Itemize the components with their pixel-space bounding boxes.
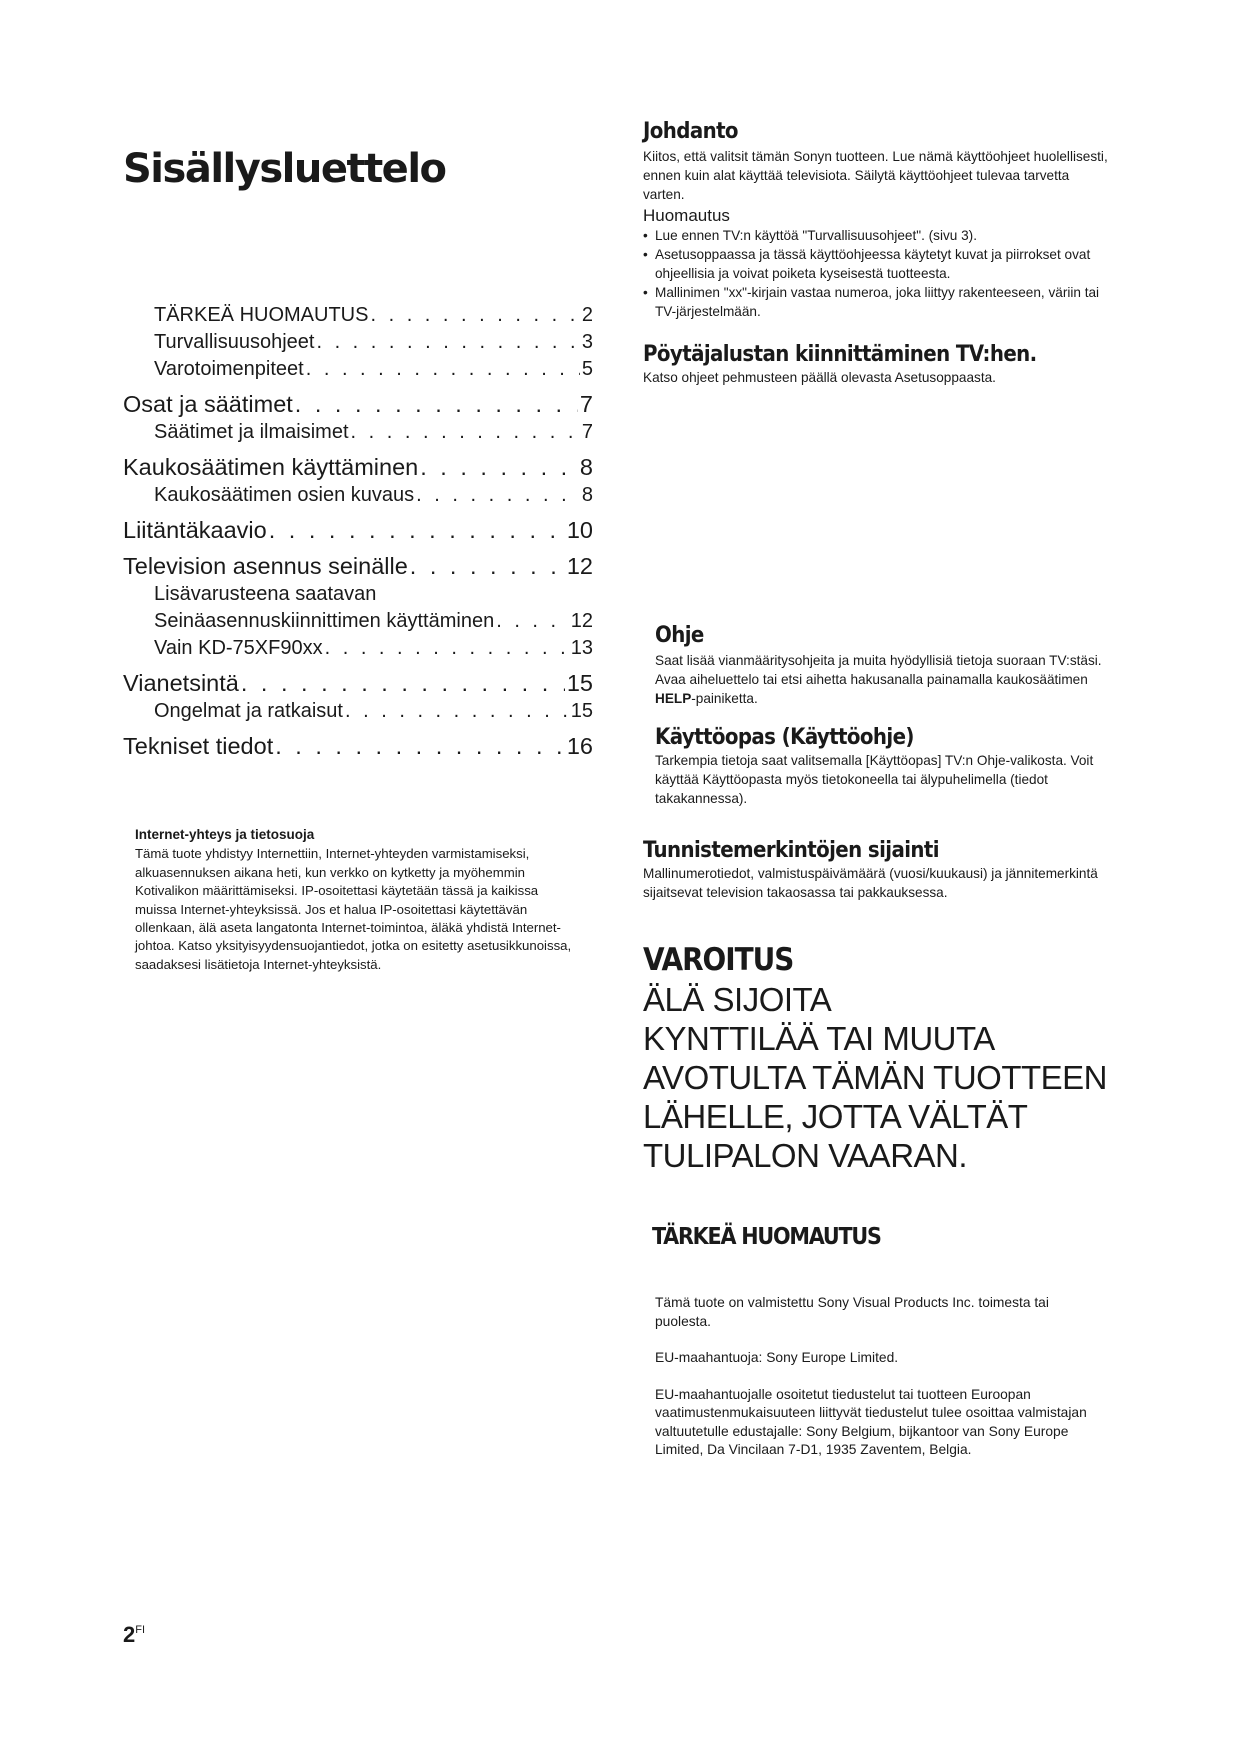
page-number: [123, 1622, 145, 1648]
help-key-label: HELP: [655, 691, 692, 706]
toc-leader: [267, 515, 565, 545]
page-number-value: 2: [123, 1622, 136, 1647]
label-location-body: Mallinumerotiedot, valmistuspäivämäärä (vuosi/kuukausi) ja jännitemerkintä sijaitsevat television takaosassa tai pakkauksessa.: [643, 866, 1098, 900]
table-stand-body: Katso ohjeet pehmusteen päällä olevasta Asetusoppaasta.: [643, 370, 996, 385]
toc-entry-line[interactable]: [123, 581, 593, 608]
toc-entry[interactable]: [123, 356, 593, 383]
toc-title: Sisällysluettelo: [123, 146, 446, 192]
toc-entry[interactable]: [123, 302, 593, 329]
note-item: • Asetusoppaassa ja tässä käyttöohjeessa käytetyt kuvat ja piirrokset ovat ohjeellisia ja voivat poiketa kyseisestä tuotteesta.: [643, 245, 1113, 283]
table-stand-heading: Pöytäjalustan kiinnittäminen TV:hen.: [643, 342, 1037, 367]
note-list: [643, 226, 1113, 321]
table-stand-section: [643, 342, 1113, 387]
toc-leader: [304, 356, 580, 383]
toc-entry[interactable]: [123, 329, 593, 356]
toc-entry[interactable]: [123, 389, 593, 419]
warning-line: TULIPALON VAARAN.: [643, 1137, 968, 1174]
toc-entry-text: Liitäntäkaavio: [123, 517, 267, 543]
toc-entry[interactable]: [123, 698, 593, 725]
toc-entry-text: Varotoimenpiteet: [154, 358, 304, 380]
toc-entry-text: Säätimet ja ilmaisimet: [154, 421, 349, 443]
toc-entry-page: 8: [579, 454, 593, 480]
warning-line: AVOTULTA TÄMÄN TUOTTEEN: [643, 1059, 1108, 1096]
internet-privacy-section: [135, 826, 575, 974]
toc-entry-text: Kaukosäätimen osien kuvaus: [154, 484, 415, 506]
toc-entry-text: Turvallisuusohjeet: [154, 331, 315, 353]
toc-leader: [343, 698, 569, 725]
toc-entry-page: 15: [570, 700, 593, 722]
important-notice-body: [655, 1294, 1105, 1478]
table-of-contents: [123, 302, 593, 761]
introduction-heading: Johdanto: [643, 119, 738, 144]
toc-entry-page: 3: [581, 331, 593, 353]
language-code: FI: [135, 1624, 146, 1636]
toc-entry[interactable]: [123, 551, 593, 581]
toc-leader: [273, 731, 565, 761]
help-guide-heading: Käyttöopas (Käyttöohje): [655, 725, 914, 750]
warning-title: VAROITUS: [643, 942, 794, 978]
toc-entry[interactable]: [123, 608, 593, 635]
warning-line: KYNTTILÄÄ TAI MUUTA: [643, 1020, 995, 1057]
help-body: [655, 651, 1105, 708]
introduction-section: [643, 119, 1113, 321]
toc-entry-page: 13: [570, 637, 593, 659]
toc-entry[interactable]: [123, 482, 593, 509]
label-location-section: [643, 838, 1113, 902]
toc-entry-page: 12: [566, 553, 593, 579]
toc-entry-text: Tekniset tiedot: [123, 733, 274, 759]
note-item: • Mallinimen "xx"-kirjain vastaa numeroa, joka liittyy rakenteeseen, väriin tai TV-järjestelmään.: [643, 283, 1113, 321]
help-guide-body: Tarkempia tietoja saat valitsemalla [Käyttöopas] TV:n Ohje-valikosta. Voit käyttää Käyttöopasta myös tietokoneella tai älypuhelimella (tiedot takakannessa).: [655, 753, 1094, 806]
toc-leader: [239, 668, 565, 698]
toc-entry-page: 2: [581, 304, 593, 326]
toc-entry-page: 7: [581, 421, 593, 443]
toc-leader: [314, 329, 579, 356]
toc-entry-page: 8: [581, 484, 593, 506]
internet-heading: Internet-yhteys ja tietosuoja: [135, 827, 315, 842]
note-item: • Lue ennen TV:n käyttöä "Turvallisuusohjeet". (sivu 3).: [643, 226, 1113, 245]
important-notice-heading: TÄRKEÄ HUOMAUTUS: [652, 1224, 881, 1250]
toc-leader: [293, 389, 578, 419]
label-location-heading: Tunnistemerkintöjen sijainti: [643, 838, 939, 863]
toc-entry-page: 16: [566, 733, 593, 759]
toc-entry-text: Seinäasennuskiinnittimen käyttäminen: [154, 610, 495, 632]
toc-entry-page: 12: [570, 610, 593, 632]
toc-entry-text: Osat ja säätimet: [123, 391, 293, 417]
warning-section: [643, 940, 1163, 1175]
toc-entry-text: Television asennus seinälle: [123, 553, 408, 579]
toc-entry[interactable]: [123, 635, 593, 662]
toc-leader: [323, 635, 569, 662]
introduction-body: Kiitos, että valitsit tämän Sonyn tuotteen. Lue nämä käyttöohjeet huolellisesti, ennen kuin alat käyttää televisiota. Säilytä käyttöohjeet tulevaa tarvetta varten.: [643, 149, 1108, 202]
toc-entry-page: 10: [566, 517, 593, 543]
toc-leader: [414, 482, 580, 509]
important-paragraph: Tämä tuote on valmistettu Sony Visual Products Inc. toimesta tai puolesta.: [655, 1295, 1049, 1329]
toc-leader: [418, 452, 578, 482]
toc-entry-text: Lisävarusteena saatavan: [154, 583, 377, 605]
help-body-suffix: -painiketta.: [691, 691, 758, 706]
warning-line: ÄLÄ SIJOITA: [643, 981, 832, 1018]
toc-leader: [368, 302, 579, 329]
toc-leader: [349, 419, 580, 446]
toc-entry-page: 5: [581, 358, 593, 380]
important-notice-heading-wrap: [652, 1224, 881, 1250]
internet-body: Tämä tuote yhdistyy Internettiin, Internet-yhteyden varmistamiseksi, alkuasennuksen aikana heti, kun verkko on kytketty ja myöhemmin Kotivalikon määrittämiseksi. IP-osoitettasi käytetään tässä ja kaikissa muissa Internet-yhteyksissä. Jos et halua IP-osoitettasi käytettävän ollenkaan, älä aseta langatonta Internet-toimintoa, äläkä yhdistä Internet-johtoa. Katso yksityisyydensuojantiedot, jotka on esitetty asetusikkunoissa, saadaksesi lisätietoja Internet-yhteyksistä.: [135, 846, 572, 972]
toc-leader: [408, 551, 565, 581]
toc-leader: [494, 608, 569, 635]
help-section: [655, 623, 1105, 708]
toc-entry-text: TÄRKEÄ HUOMAUTUS: [154, 304, 369, 326]
toc-entry-text: Ongelmat ja ratkaisut: [154, 700, 343, 722]
important-paragraph: EU-maahantuojalle osoitetut tiedustelut tai tuotteen Euroopan vaatimustenmukaisuuteen liittyvät tiedustelut tulee osoittaa valmistajan valtuutetulle edustajalle: Sony Belgium, bijkantoor van Sony Europe Limited, Da Vincilaan 7-D1, 1935 Zaventem, Belgia.: [655, 1386, 1087, 1457]
warning-line: LÄHELLE, JOTTA VÄLTÄT: [643, 1098, 1028, 1135]
toc-entry[interactable]: [123, 731, 593, 761]
note-heading: Huomautus: [643, 206, 730, 225]
help-body-text: Saat lisää vianmääritysohjeita ja muita hyödyllisiä tietoja suoraan TV:stäsi. Avaa aiheluettelo tai etsi aihetta hakusanalla painamalla kaukosäätimen: [655, 653, 1102, 687]
help-guide-section: [655, 725, 1105, 808]
toc-entry-page: 7: [579, 391, 593, 417]
toc-entry[interactable]: [123, 419, 593, 446]
toc-entry-text: Vain KD-75XF90xx: [154, 637, 323, 659]
toc-entry-text: Kaukosäätimen käyttäminen: [123, 454, 419, 480]
help-heading: Ohje: [655, 623, 704, 648]
toc-entry-page: 15: [566, 670, 593, 696]
toc-entry[interactable]: [123, 452, 593, 482]
toc-entry[interactable]: [123, 515, 593, 545]
toc-entry-text: Vianetsintä: [123, 670, 239, 696]
toc-entry[interactable]: [123, 668, 593, 698]
important-paragraph: EU-maahantuoja: Sony Europe Limited.: [655, 1350, 899, 1365]
